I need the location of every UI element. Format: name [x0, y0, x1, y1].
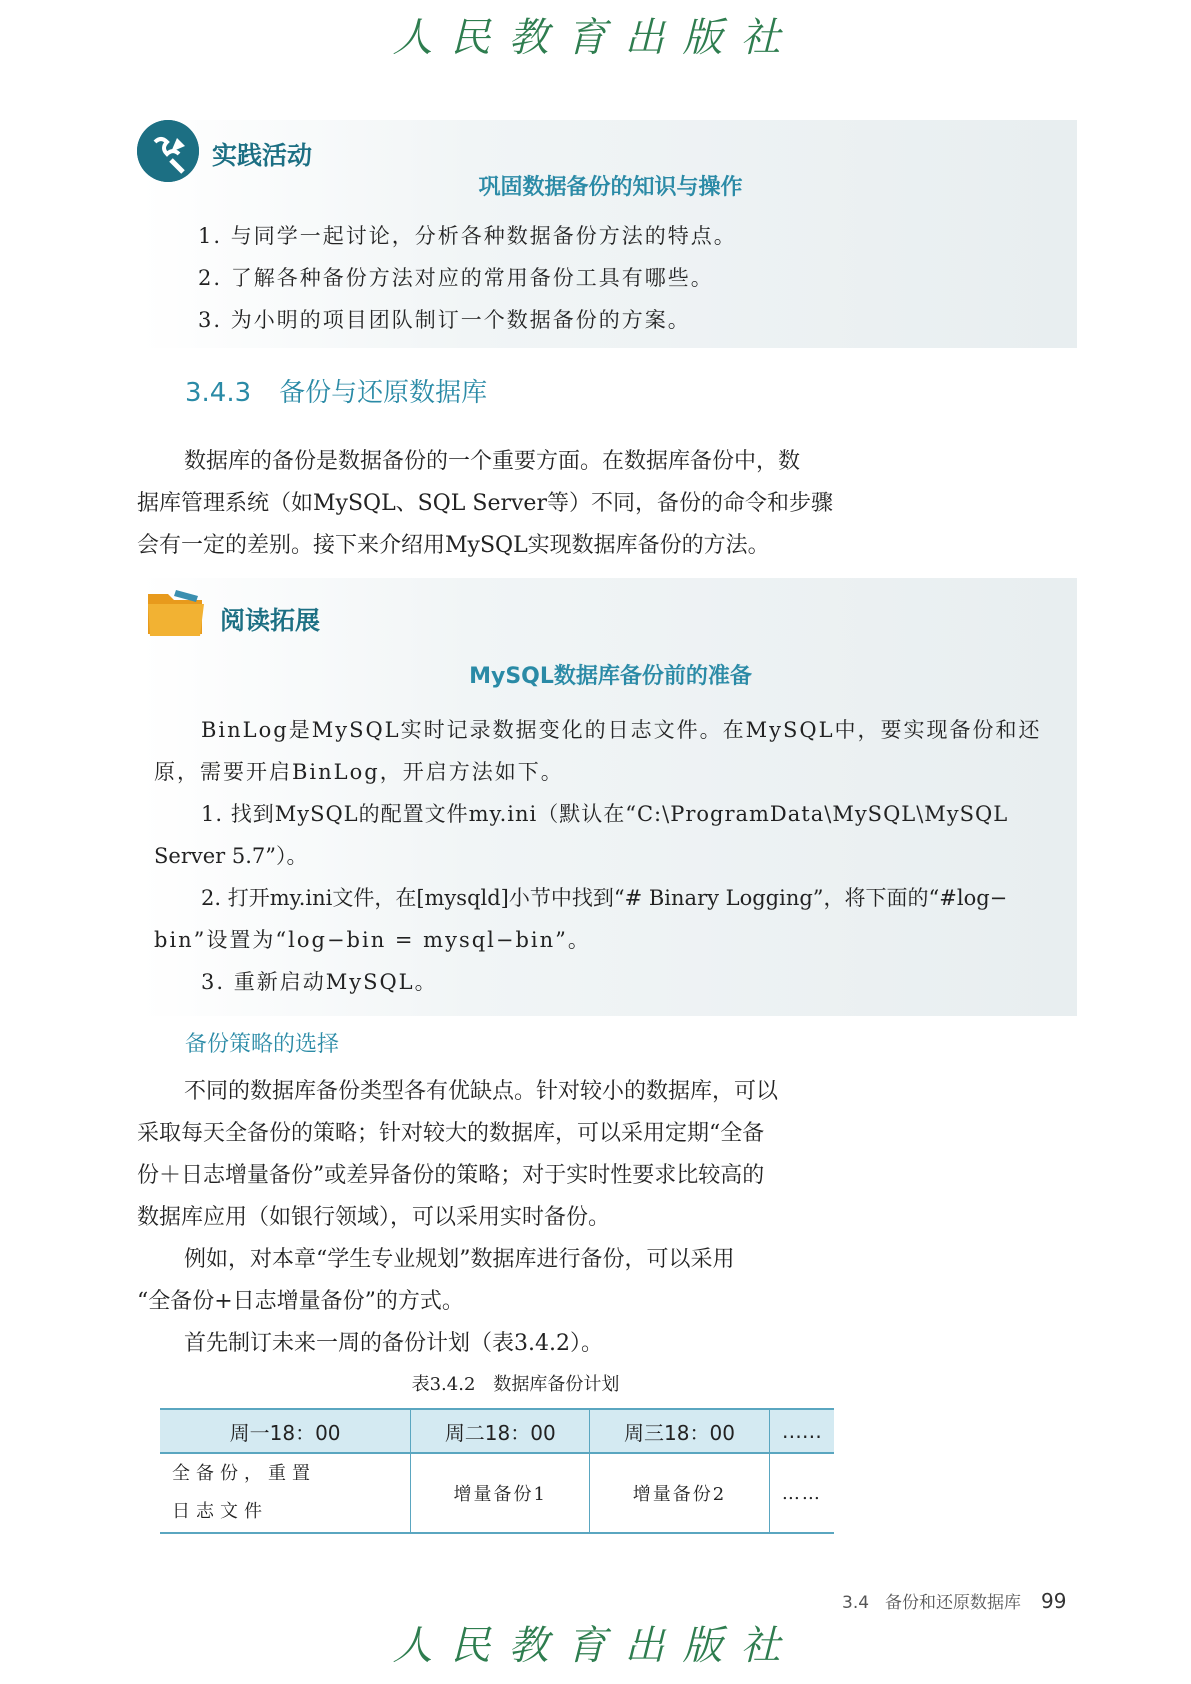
reading-line: 3. 重新启动MySQL。 [201, 970, 438, 994]
strategy-line: 不同的数据库备份类型各有优缺点。针对较小的数据库，可以 [184, 1079, 779, 1104]
section-heading [185, 372, 487, 409]
page-footer [842, 1588, 1067, 1613]
table-header-cell: 周二18：00 [411, 1409, 590, 1453]
practice-item: 3. 为小明的项目团队制订一个数据备份的方案。 [198, 308, 691, 332]
strategy-line: 数据库应用（如银行领域），可以采用实时备份。 [137, 1205, 611, 1230]
practice-activity-subtitle: 巩固数据备份的知识与操作 [478, 175, 743, 200]
reading-line: 1. 找到MySQL的配置文件my.ini（默认在“C:\ProgramData\MySQL\MySQL [201, 802, 1009, 826]
intro-line: 据库管理系统（如MySQL、SQL Server等）不同，备份的命令和步骤 [137, 491, 833, 516]
reading-line: BinLog是MySQL实时记录数据变化的日志文件。在MySQL中，要实现备份和还 [201, 718, 1042, 742]
table-cell: 增量备份1 [411, 1453, 590, 1533]
section-title: 备份与还原数据库 [279, 378, 488, 408]
table-cell: 增量备份2 [590, 1453, 769, 1533]
page-number: 99 [1041, 1589, 1067, 1613]
reading-line: bin”设置为“log−bin = mysql−bin”。 [154, 928, 591, 952]
footer-section-title: 备份和还原数据库 [885, 1593, 1022, 1613]
reading-line: 2. 打开my.ini文件，在[mysqld]小节中找到“# Binary Logging”，将下面的“#log− [201, 886, 1008, 910]
table-cell [160, 1453, 411, 1533]
strategy-heading: 备份策略的选择 [185, 1032, 340, 1057]
backup-plan-table [160, 1408, 834, 1534]
publisher-logo-top: 人民教育出版社 [392, 15, 799, 61]
practice-item: 2. 了解各种备份方法对应的常用备份工具有哪些。 [198, 266, 714, 290]
strategy-line: 采取每天全备份的策略；针对较大的数据库，可以采用定期“全备 [137, 1121, 765, 1146]
table-header-cell: 周一18：00 [160, 1409, 411, 1453]
intro-line: 数据库的备份是数据备份的一个重要方面。在数据库备份中，数 [184, 449, 801, 474]
folder-icon [146, 588, 206, 638]
strategy-line: 例如，对本章“学生专业规划”数据库进行备份，可以采用 [184, 1247, 735, 1272]
practice-item: 1. 与同学一起讨论，分析各种数据备份方法的特点。 [198, 224, 737, 248]
practice-activity-title: 实践活动 [212, 141, 313, 170]
strategy-line: 首先制订未来一周的备份计划（表3.4.2）。 [184, 1331, 603, 1356]
strategy-line: 份＋日志增量备份”或差异备份的策略；对于实时性要求比较高的 [137, 1163, 765, 1188]
table-row [160, 1453, 834, 1533]
table-header-cell: 周三18：00 [590, 1409, 769, 1453]
table-header-cell: …… [769, 1409, 834, 1453]
table-header-row [160, 1409, 834, 1453]
footer-section-number: 3.4 [842, 1593, 870, 1613]
strategy-line: “全备份+日志增量备份”的方式。 [137, 1289, 464, 1314]
reading-line: Server 5.7”）。 [154, 844, 308, 868]
table-caption: 表3.4.2 数据库备份计划 [411, 1374, 620, 1395]
reading-line: 原，需要开启BinLog，开启方法如下。 [154, 760, 564, 784]
table-cell-line: 日志文件 [172, 1501, 268, 1522]
table-cell: …… [769, 1453, 834, 1533]
reading-extension-subtitle: MySQL数据库备份前的准备 [469, 664, 752, 689]
reading-extension-title: 阅读拓展 [220, 606, 321, 635]
intro-line: 会有一定的差别。接下来介绍用MySQL实现数据库备份的方法。 [137, 533, 770, 558]
publisher-logo-bottom: 人民教育出版社 [392, 1623, 799, 1669]
section-number: 3.4.3 [185, 378, 252, 408]
table-cell-line: 全备份，重置 [172, 1463, 316, 1484]
